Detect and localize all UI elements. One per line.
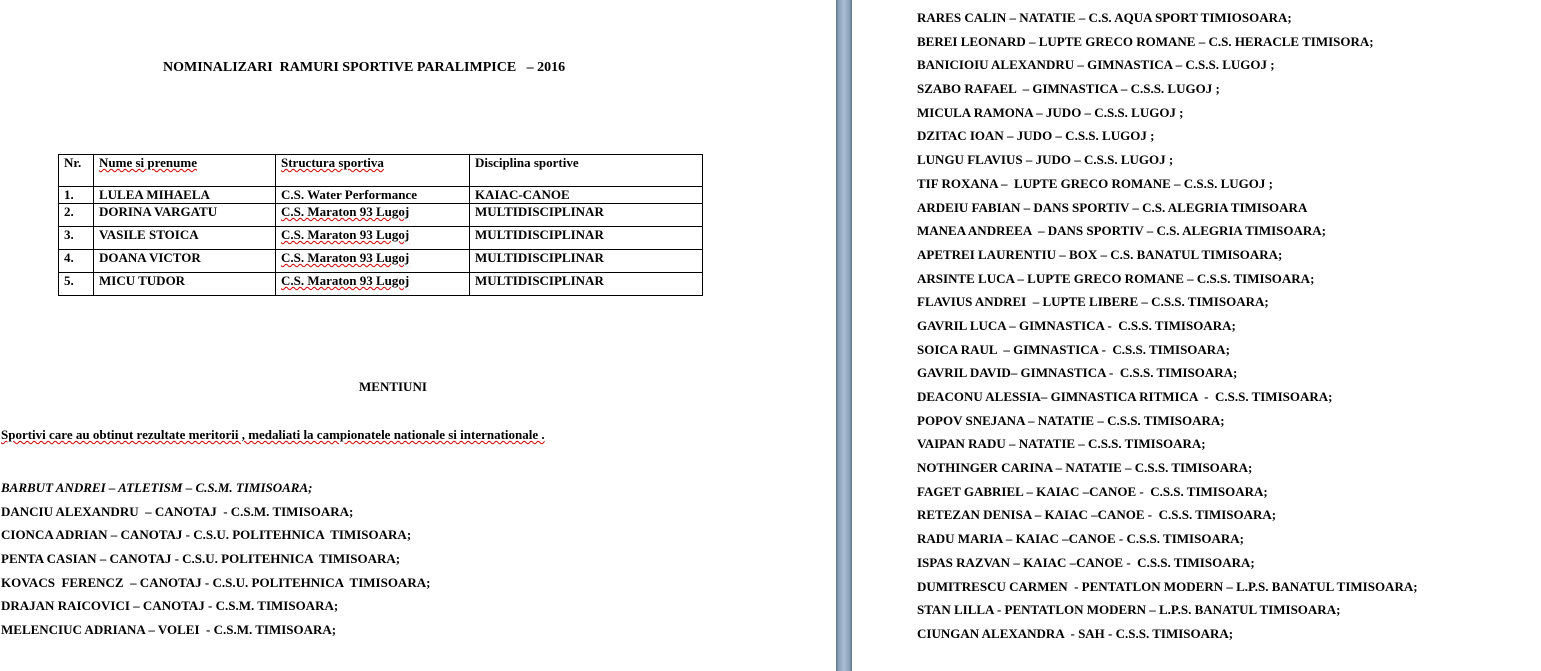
mentions-list-right [917,6,1418,646]
list-item: TIF ROXANA – LUPTE GRECO ROMANE – C.S.S. LUGOJ ; [917,175,1273,191]
list-item: RETEZAN DENISA – KAIAC –CANOE - C.S.S. TIMISOARA; [917,507,1277,523]
table-row [59,250,703,273]
cell-nr: 4. [59,250,94,273]
list-item: DUMITRESCU CARMEN - PENTATLON MODERN – L.P.S. BANATUL TIMISOARA; [917,578,1418,594]
list-item: DANCIU ALEXANDRU – CANOTAJ - C.S.M. TIMISOARA; [1,503,354,519]
cell-name: LULEA MIHAELA [94,187,276,204]
list-item: CIONCA ADRIAN – CANOTAJ - C.S.U. POLITEHNICA TIMISOARA; [1,527,412,543]
list-item: DEACONU ALESSIA– GIMNASTICA RITMICA - C.S.S. TIMISOARA; [917,389,1333,404]
document-title: NOMINALIZARI RAMURI SPORTIVE PARALIMPICE – 2016 [163,60,566,75]
cell-name: VASILE STOICA [94,227,276,250]
list-item: ARDEIU FABIAN – DANS SPORTIV – C.S. ALEGRIA TIMISOARA [917,199,1308,215]
nominations-table [58,154,703,296]
list-item: APETREI LAURENTIU – BOX – C.S. BANATUL TIMISOARA; [917,246,1283,262]
cell-nr: 2. [59,204,94,227]
header-structure-text: Structura sportiva [281,155,384,170]
cell-discipline: MULTIDISCIPLINAR [470,204,703,227]
cell-structure-text: C.S. Maraton 93 Lugoj [281,204,410,219]
table-row [59,227,703,250]
list-item: MICULA RAMONA – JUDO – C.S.S. LUGOJ ; [917,104,1184,120]
cell-structure: C.S. Water Performance [276,187,470,204]
list-item: LUNGU FLAVIUS – JUDO – C.S.S. LUGOJ ; [917,152,1174,168]
list-item: FLAVIUS ANDREI – LUPTE LIBERE – C.S.S. TIMISOARA; [917,294,1269,310]
list-item: MANEA ANDREEA – DANS SPORTIV – C.S. ALEGRIA TIMISOARA; [917,223,1326,239]
cell-nr: 3. [59,227,94,250]
header-name-text: Nume si prenume [99,155,197,170]
cell-structure [276,204,470,227]
list-item: DZITAC IOAN – JUDO – C.S.S. LUGOJ ; [917,128,1155,144]
list-item: MELENCIUC ADRIANA – VOLEI - C.S.M. TIMISOARA; [1,622,337,638]
header-discipline: Disciplina sportive [470,155,703,187]
cell-nr: 5. [59,273,94,296]
list-item: KOVACS FERENCZ – CANOTAJ - C.S.U. POLITEHNICA TIMISOARA; [1,574,431,590]
list-item: POPOV SNEJANA – NATATIE – C.S.S. TIMISOARA; [917,412,1225,428]
list-item: BEREI LEONARD – LUPTE GRECO ROMANE – C.S. HERACLE TIMISORA; [917,33,1374,49]
list-item: RARES CALIN – NATATIE – C.S. AQUA SPORT TIMIOSOARA; [917,10,1292,25]
list-item: DRAJAN RAICOVICI – CANOTAJ - C.S.M. TIMISOARA; [1,598,339,614]
cell-discipline: KAIAC-CANOE [470,187,703,204]
list-item: STAN LILLA - PENTATLON MODERN – L.P.S. BANATUL TIMISOARA; [917,602,1341,618]
table-row [59,204,703,227]
list-item: ARSINTE LUCA – LUPTE GRECO ROMANE – C.S.S. TIMISOARA; [917,270,1315,286]
document-page-right [852,0,1541,671]
header-structure [276,155,470,187]
table-header-row [59,155,703,187]
cell-structure-text: C.S. Maraton 93 Lugoj [281,250,410,265]
list-item: PENTA CASIAN – CANOTAJ - C.S.U. POLITEHNICA TIMISOARA; [1,551,401,567]
list-item: GAVRIL DAVID– GIMNASTICA - C.S.S. TIMISOARA; [917,365,1238,381]
mentions-intro: Sportivi care au obtinut rezultate meritorii , medaliati la campionatele nationale si internationale . [1,427,545,442]
list-item: SZABO RAFAEL – GIMNASTICA – C.S.S. LUGOJ ; [917,81,1220,97]
cell-discipline: MULTIDISCIPLINAR [470,273,703,296]
header-name [94,155,276,187]
mentions-heading: MENTIUNI [359,379,427,394]
cell-structure-text: C.S. Maraton 93 Lugoj [281,227,410,242]
list-item: ISPAS RAZVAN – KAIAC –CANOE - C.S.S. TIMISOARA; [917,554,1255,570]
cell-name: DOANA VICTOR [94,250,276,273]
header-nr: Nr. [59,155,94,187]
list-item: RADU MARIA – KAIAC –CANOE - C.S.S. TIMISOARA; [917,531,1244,547]
cell-name: DORINA VARGATU [94,204,276,227]
cell-discipline: MULTIDISCIPLINAR [470,227,703,250]
table-row [59,187,703,204]
cell-structure [276,227,470,250]
list-item: SOICA RAUL – GIMNASTICA - C.S.S. TIMISOARA; [917,341,1230,357]
list-item: FAGET GABRIEL – KAIAC –CANOE - C.S.S. TIMISOARA; [917,483,1268,499]
list-item: NOTHINGER CARINA – NATATIE – C.S.S. TIMISOARA; [917,460,1253,476]
page-separator [836,0,852,671]
cell-structure [276,250,470,273]
cell-structure [276,273,470,296]
cell-structure-text: C.S. Maraton 93 Lugoj [281,273,410,288]
list-item: GAVRIL LUCA – GIMNASTICA - C.S.S. TIMISOARA; [917,317,1236,333]
table-row [59,273,703,296]
list-item: VAIPAN RADU – NATATIE – C.S.S. TIMISOARA; [917,436,1206,452]
list-item: CIUNGAN ALEXANDRA - SAH - C.S.S. TIMISOARA; [917,625,1234,641]
cell-name: MICU TUDOR [94,273,276,296]
cell-nr: 1. [59,187,94,204]
list-item: BARBUT ANDREI – ATLETISM – C.S.M. TIMISOARA; [1,480,313,495]
cell-discipline: MULTIDISCIPLINAR [470,250,703,273]
mentions-list-left [1,476,430,642]
list-item: BANICIOIU ALEXANDRU – GIMNASTICA – C.S.S. LUGOJ ; [917,57,1275,73]
